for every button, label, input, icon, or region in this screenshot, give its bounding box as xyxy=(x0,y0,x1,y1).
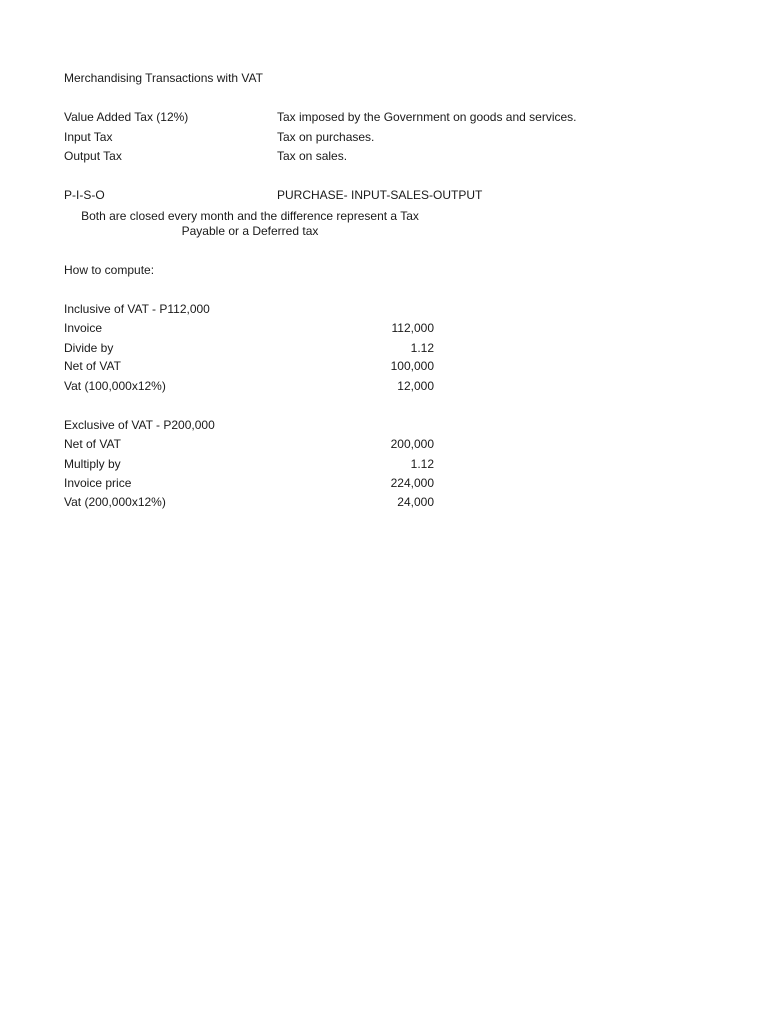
inclusive-heading: Inclusive of VAT - P112,000 xyxy=(64,302,210,316)
definition-meaning-output-tax: Tax on sales. xyxy=(277,149,348,163)
closing-note-line-2: Payable or a Deferred tax xyxy=(181,224,319,238)
exclusive-row-label: Vat (200,000x12%) xyxy=(64,495,166,509)
inclusive-row-value: 112,000 xyxy=(391,321,434,335)
piso-meaning: PURCHASE- INPUT-SALES-OUTPUT xyxy=(277,188,483,202)
inclusive-row-label: Vat (100,000x12%) xyxy=(64,379,166,393)
exclusive-row-label: Net of VAT xyxy=(64,437,121,451)
how-to-compute-heading: How to compute: xyxy=(64,263,155,277)
piso-term: P-I-S-O xyxy=(64,188,105,202)
closing-note-line-1: Both are closed every month and the difference represent a Tax xyxy=(81,209,419,223)
definition-term-output-tax: Output Tax xyxy=(64,149,122,163)
inclusive-row-value: 12,000 xyxy=(397,379,434,393)
exclusive-heading: Exclusive of VAT - P200,000 xyxy=(64,418,215,432)
inclusive-row-value: 100,000 xyxy=(390,359,434,373)
inclusive-row-value: 1.12 xyxy=(410,341,434,355)
closing-note xyxy=(64,209,436,239)
inclusive-row-label: Net of VAT xyxy=(64,359,121,373)
definition-meaning-vat: Tax imposed by the Government on goods and services. xyxy=(277,110,577,124)
exclusive-row-label: Multiply by xyxy=(64,457,121,471)
definition-term-vat: Value Added Tax (12%) xyxy=(64,110,189,124)
exclusive-row-value: 24,000 xyxy=(397,495,434,509)
exclusive-row-value: 200,000 xyxy=(390,437,434,451)
inclusive-row-label: Invoice xyxy=(64,321,103,335)
inclusive-row-label: Divide by xyxy=(64,341,114,355)
exclusive-row-label: Invoice price xyxy=(64,476,132,490)
exclusive-row-value: 1.12 xyxy=(410,457,434,471)
exclusive-row-value: 224,000 xyxy=(390,476,434,490)
definition-meaning-input-tax: Tax on purchases. xyxy=(277,130,375,144)
definition-term-input-tax: Input Tax xyxy=(64,130,113,144)
document-title: Merchandising Transactions with VAT xyxy=(64,71,263,85)
